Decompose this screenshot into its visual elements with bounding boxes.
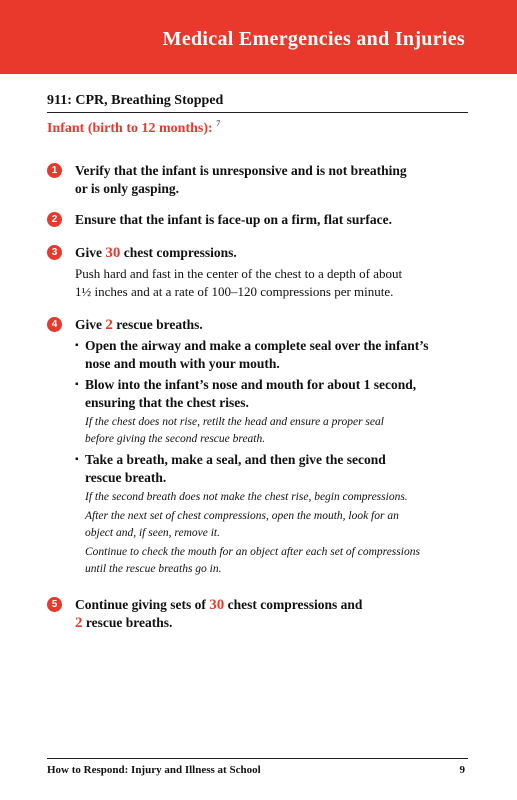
step-4-bullet-1 [75, 337, 477, 373]
step-5-text-after: chest compressions and [227, 597, 363, 612]
footer-title: How to Respond: Injury and Illness at School [47, 764, 261, 776]
step-4-highlight: 2 [105, 317, 113, 333]
step-3-detail-line-2: 1½ inches and at a rate of 100–120 compressions per minute. [75, 284, 394, 299]
step-number-badge: 1 [47, 163, 62, 178]
step-5-line-2-highlight: 2 [75, 615, 83, 631]
bullet-3-note-2-line-1: After the next set of chest compressions, open the mouth, look for an [85, 510, 399, 522]
footnote-ref: 7 [216, 119, 221, 128]
step-4-text-after: rescue breaths. [116, 317, 203, 332]
step-3-text-after: chest compressions. [123, 245, 237, 260]
bullet-3-line-1: Take a breath, make a seal, and then give the second [85, 452, 386, 467]
step-2 [47, 211, 477, 229]
step-5-line-2 [75, 614, 477, 632]
step-2-text: Ensure that the infant is face-up on a firm, flat surface. [75, 212, 392, 227]
bullet-2-note [85, 414, 477, 448]
bullet-2-note-line-2: before giving the second rescue breath. [85, 433, 266, 445]
section-heading: 911: CPR, Breathing Stopped [47, 93, 224, 108]
step-4 [47, 316, 477, 578]
step-1 [47, 162, 477, 198]
step-3-highlight: 30 [105, 245, 121, 261]
step-number-badge: 5 [47, 597, 62, 612]
bullet-3-note-3 [85, 544, 477, 578]
step-4-text-before: Give [75, 317, 102, 332]
bullet-3-note-2-line-2: object and, if seen, remove it. [85, 527, 220, 539]
heading-divider [47, 112, 468, 113]
step-3-text [75, 244, 477, 262]
bullet-3-note-3-line-1: Continue to check the mouth for an object after each set of compressions [85, 546, 420, 558]
bullet-mark: ▪ [75, 454, 79, 465]
step-3-detail [75, 265, 477, 301]
step-number-badge: 3 [47, 245, 62, 260]
step-4-bullet-2 [75, 376, 477, 412]
footer-divider [47, 758, 468, 759]
bullet-1-line-1: Open the airway and make a complete seal over the infant’s [85, 338, 429, 353]
step-1-line-1: Verify that the infant is unresponsive and is not breathing [75, 163, 407, 178]
page-number: 9 [459, 764, 465, 776]
step-5-line-1 [75, 596, 477, 614]
step-1-line-2: or is only gasping. [75, 181, 180, 196]
bullet-1-line-2: nose and mouth with your mouth. [85, 356, 280, 371]
bullet-2-line-1: Blow into the infant’s nose and mouth for about 1 second, [85, 377, 417, 392]
bullet-2-line-2: ensuring that the chest rises. [85, 395, 249, 410]
step-5-highlight: 30 [209, 597, 225, 613]
step-5-text-before: Continue giving sets of [75, 597, 206, 612]
step-5 [47, 596, 477, 632]
step-4-text [75, 316, 477, 334]
bullet-3-note-2 [85, 508, 477, 542]
bullet-2-note-line-1: If the chest does not rise, retilt the head and ensure a proper seal [85, 416, 384, 428]
step-number-badge: 2 [47, 212, 62, 227]
header-banner [0, 0, 517, 74]
step-3-text-before: Give [75, 245, 102, 260]
subheading-text: Infant (birth to 12 months): [47, 121, 213, 136]
step-4-bullet-3 [75, 451, 477, 487]
bullet-3-line-2: rescue breath. [85, 470, 167, 485]
subheading [47, 121, 220, 137]
bullet-3-note-1-line-1: If the second breath does not make the chest rise, begin compressions. [85, 491, 408, 503]
bullet-mark: ▪ [75, 340, 79, 351]
bullet-mark: ▪ [75, 379, 79, 390]
bullet-3-note-1 [85, 489, 477, 506]
step-5-line-2-text: rescue breaths. [85, 615, 173, 630]
page-title: Medical Emergencies and Injuries [162, 28, 465, 50]
step-5-text [75, 596, 477, 632]
step-number-badge: 4 [47, 317, 62, 332]
step-1-text [75, 162, 477, 198]
bullet-3-note-3-line-2: until the rescue breaths go in. [85, 563, 222, 575]
step-3 [47, 244, 477, 301]
step-3-detail-line-1: Push hard and fast in the center of the chest to a depth of about [75, 266, 403, 281]
